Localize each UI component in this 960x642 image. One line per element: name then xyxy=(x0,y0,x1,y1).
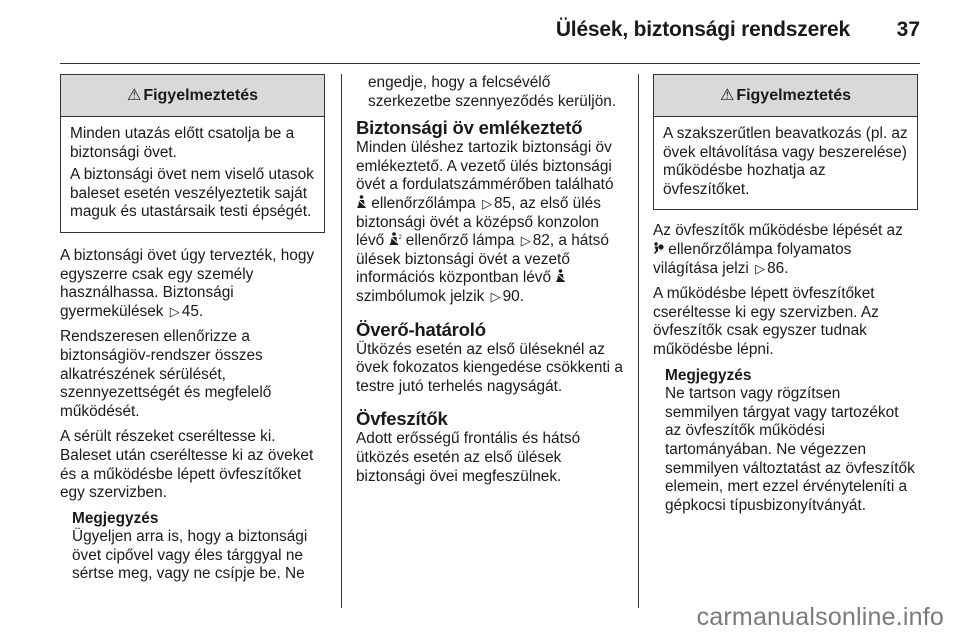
warning-box xyxy=(653,74,918,210)
page-ref-arrow-icon: ▷ xyxy=(520,233,531,249)
note-text: Ügyeljen arra is, hogy a biztonsági övet cipővel vagy éles tárggyal ne sértse meg, vagy ne csípje be. Ne xyxy=(72,528,308,583)
note-block xyxy=(60,510,325,584)
header-rule xyxy=(60,63,920,64)
warning-text: Minden utazás előtt csatolja be a biztonsági övet. xyxy=(70,125,295,161)
column-1 xyxy=(60,74,325,584)
body-text: Minden üléshez tartozik biztonsági öv emlékeztető. A vezető ülés biztonsági övét a fordulatszámmérőben található xyxy=(356,139,614,194)
warning-title: Figyelmeztetés xyxy=(143,87,259,104)
section-heading: Övfeszítők xyxy=(356,408,448,430)
svg-text:2: 2 xyxy=(398,235,402,242)
warning-body xyxy=(61,117,324,232)
note-block xyxy=(653,367,918,516)
page-ref[interactable]: 45. xyxy=(181,302,204,320)
page-ref-arrow-icon: ▷ xyxy=(755,260,766,276)
body-text: ellenőrzőlámpa xyxy=(371,194,476,212)
airbag-warning-icon xyxy=(653,241,664,255)
note-title: Megjegyzés xyxy=(665,366,752,384)
body-paragraph: Adott erősségű frontális és hátsó ütközés esetén az első ülések biztonsági övei megfeszülnek. xyxy=(356,430,581,485)
page-ref-arrow-icon: ▷ xyxy=(481,195,492,211)
warning-box xyxy=(60,74,325,233)
warning-triangle-icon: ⚠ xyxy=(719,87,735,104)
body-paragraph: A működésbe lépett övfeszítőket cseréltesse ki egy szervizben. Az övfeszítők csak egyszer tudnak működésbe lépni. xyxy=(653,285,879,358)
body-paragraph xyxy=(653,222,918,278)
warning-text: A szakszerűtlen beavatkozás (pl. az övek eltávolítása vagy beszerelése) működésbe hozhatja az övfeszítőket. xyxy=(663,125,908,198)
warning-body xyxy=(654,117,917,209)
body-text: ellenőrző lámpa xyxy=(405,232,515,250)
section-heading: Överő-határoló xyxy=(356,318,486,340)
body-text: Az övfeszítők működésbe lépését az xyxy=(653,222,903,240)
seatbelt-passenger-icon xyxy=(389,232,402,246)
note-continuation: engedje, hogy a felcsévélő szerkezetbe szennyeződés kerüljön. xyxy=(368,74,617,110)
warning-header xyxy=(654,75,917,117)
body-paragraph: Ütközés esetén az első üléseknél az övek fokozatos kiengedése csökkenti a testre jutó terhelés nagyságát. xyxy=(356,340,623,395)
body-paragraph xyxy=(356,139,624,306)
page-ref-arrow-icon: ▷ xyxy=(169,303,180,319)
body-text: szimbólumok jelzik xyxy=(356,287,485,305)
page-header-title: Ülések, biztonsági rendszerek xyxy=(555,18,850,41)
body-paragraph: A sérült részeket cseréltesse ki. Baleset után cseréltesse ki az öveket és a működésbe lépett övfeszítőket egy szervizben. xyxy=(60,428,314,502)
warning-triangle-icon: ⚠ xyxy=(126,87,142,104)
body-paragraph: Rendszeresen ellenőrizze a biztonságiöv-rendszer összes alkatrészének sérülését, szennyezettségét és megfelelő működését. xyxy=(60,328,272,420)
body-text: A biztonsági övet úgy tervezték, hogy egyszerre csak egy személy használhassa. Biztonsági gyermekülések xyxy=(60,246,315,320)
page-ref-arrow-icon: ▷ xyxy=(490,288,501,304)
note-title: Megjegyzés xyxy=(72,509,159,527)
column-2 xyxy=(356,74,624,493)
warning-header xyxy=(61,75,324,117)
page-number: 37 xyxy=(896,18,920,41)
column-3 xyxy=(653,74,918,515)
body-paragraph xyxy=(60,247,325,321)
seatbelt-icon xyxy=(555,269,566,283)
warning-title: Figyelmeztetés xyxy=(736,87,852,104)
body-text: 82, a hátsó ülések biztonsági övét a vezető információs központban lévő xyxy=(356,232,609,287)
column-divider xyxy=(341,74,342,608)
note-text: Ne tartson vagy rögzítsen semmilyen tárgyat vagy tartozékot az övfeszítők működési tartományában. Ne végezzen semmilyen változtatást az övfeszítők elemein, mert ezzel érvényteleníti a gépkocsi típusbizonyítványát. xyxy=(665,385,915,514)
body-text: 85, az első ülés biztonsági övét a középső konzolon lévő xyxy=(356,194,601,250)
body-text: ellenőrzőlámpa folyamatos világítása jelzi xyxy=(653,240,852,277)
section-heading: Biztonsági öv emlékeztető xyxy=(356,117,583,139)
watermark: carmanualsonline.info xyxy=(696,603,944,631)
page-ref[interactable]: 90. xyxy=(502,287,524,305)
warning-text: A biztonsági övet nem viselő utasok baleset esetén veszélyeztetik saját maguk és utastársaik testi épségét. xyxy=(70,166,314,221)
seatbelt-icon xyxy=(356,195,367,209)
column-divider xyxy=(638,74,639,608)
page-ref[interactable]: 86. xyxy=(767,259,789,277)
